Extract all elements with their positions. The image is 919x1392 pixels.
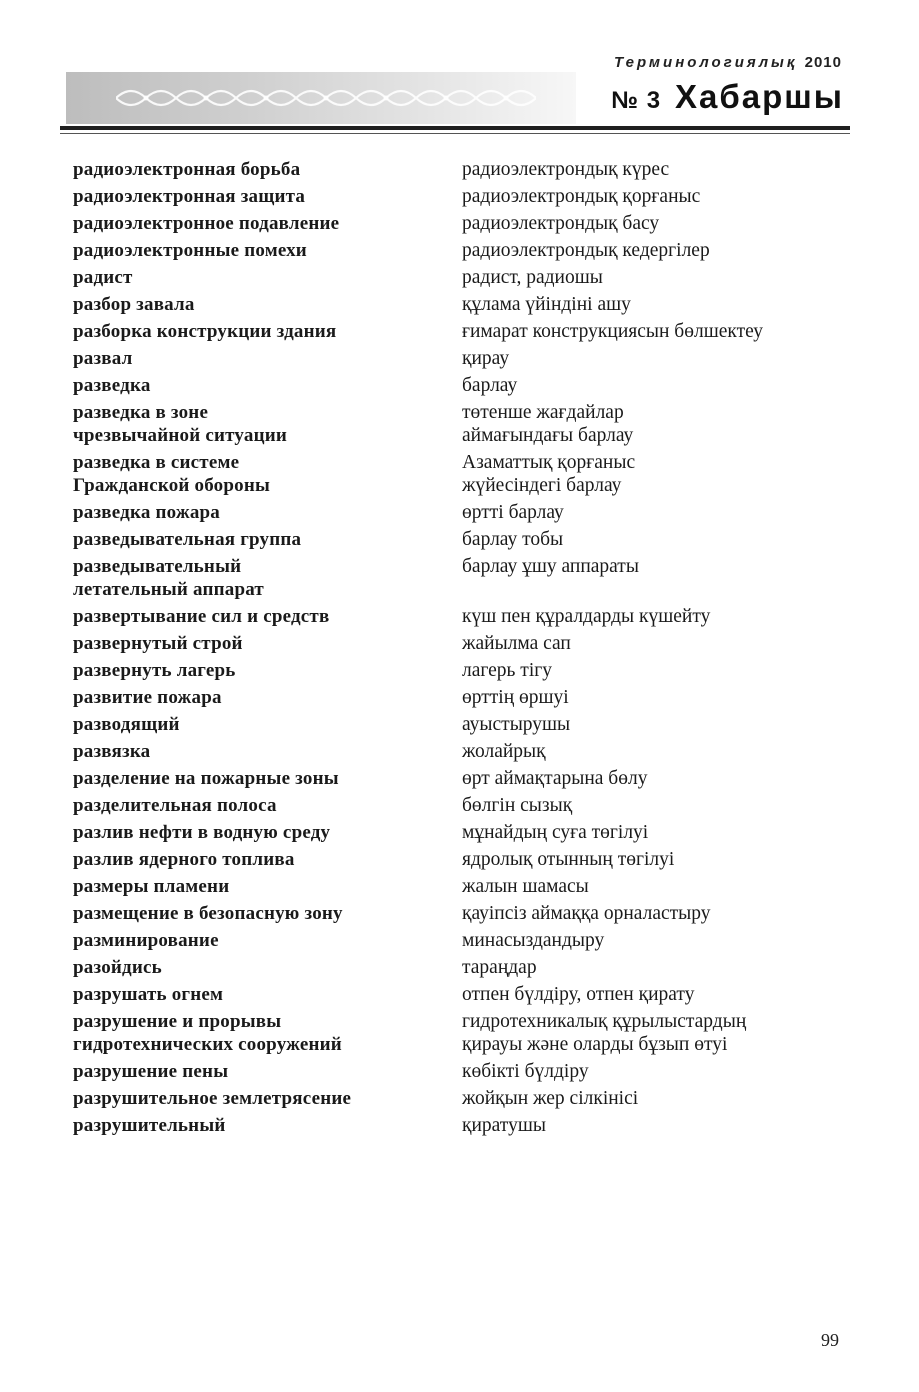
kazakh-term-line: барлау тобы: [462, 529, 564, 550]
russian-term-line: гидротехнических сооружений: [73, 1034, 342, 1055]
kazakh-term: [462, 266, 853, 289]
glossary-entry: [73, 1010, 853, 1056]
glossary-entry: [73, 740, 853, 763]
kazakh-term-line: отпен бүлдіру, отпен қирату: [462, 984, 695, 1005]
glossary-entry: [73, 401, 853, 447]
kazakh-term: [462, 983, 853, 1006]
glossary-entry: [73, 451, 853, 497]
kazakh-term-line: радиоэлектрондық қорғаныс: [462, 186, 701, 207]
kazakh-term: [462, 956, 853, 979]
russian-term-line: Гражданской обороны: [73, 475, 271, 496]
russian-term: [73, 212, 462, 235]
kazakh-term-line: ғимарат конструкциясын бөлшектеу: [462, 321, 764, 342]
glossary-entry: [73, 1087, 853, 1110]
kazakh-term: [462, 158, 853, 181]
russian-term: [73, 794, 462, 817]
kazakh-term: [462, 1060, 853, 1083]
russian-term-line: разбор завала: [73, 294, 195, 315]
kazakh-term-line: Азаматтық қорғаныс: [462, 452, 636, 473]
glossary-entry: [73, 632, 853, 655]
russian-term: [73, 875, 462, 898]
glossary-entry: [73, 848, 853, 871]
russian-term-line: развертывание сил и средств: [73, 606, 330, 627]
glossary-entry: [73, 875, 853, 898]
kazakh-term-line: аймағындағы барлау: [462, 425, 634, 446]
russian-term: [73, 686, 462, 709]
glossary-entry: [73, 374, 853, 397]
kazakh-term: [462, 686, 853, 709]
russian-term-line: разойдись: [73, 957, 162, 978]
kazakh-term: [462, 555, 853, 578]
kazakh-term: [462, 374, 853, 397]
journal-title: Терминологиялық: [614, 54, 798, 71]
russian-term-line: чрезвычайной ситуации: [73, 425, 288, 446]
russian-term: [73, 983, 462, 1006]
russian-term: [73, 185, 462, 208]
glossary-entry: [73, 794, 853, 817]
glossary-entry: [73, 212, 853, 235]
kazakh-term-line: жайылма сап: [462, 633, 571, 654]
kazakh-term: [462, 902, 853, 925]
russian-term-line: разделительная полоса: [73, 795, 277, 816]
russian-term-line: развал: [73, 348, 133, 369]
russian-term: [73, 902, 462, 925]
glossary-entry: [73, 605, 853, 628]
russian-term: [73, 451, 462, 497]
russian-term-line: разборка конструкции здания: [73, 321, 337, 342]
kazakh-term-line: қирауы және оларды бұзып өтуі: [462, 1034, 728, 1055]
glossary-entry: [73, 239, 853, 262]
russian-term-line: радиоэлектронная защита: [73, 186, 306, 207]
russian-term-line: разрушать огнем: [73, 984, 224, 1005]
russian-term: [73, 320, 462, 343]
kazakh-term-line: жойқын жер сілкінісі: [462, 1088, 639, 1109]
russian-term: [73, 767, 462, 790]
russian-term-line: развитие пожара: [73, 687, 222, 708]
glossary-entry: [73, 293, 853, 316]
glossary-entry: [73, 347, 853, 370]
kazakh-term-line: өрттің өршуі: [462, 687, 569, 708]
russian-term-line: разводящий: [73, 714, 180, 735]
kazakh-term: [462, 632, 853, 655]
kazakh-term-line: минасыздандыру: [462, 930, 605, 951]
glossary-entry: [73, 185, 853, 208]
kazakh-term: [462, 713, 853, 736]
kazakh-term-line: лагерь тігу: [462, 660, 552, 681]
russian-term: [73, 956, 462, 979]
russian-term-line: размеры пламени: [73, 876, 230, 897]
kazakh-term-line: барлау ұшу аппараты: [462, 556, 639, 577]
glossary-entry: [73, 713, 853, 736]
russian-term: [73, 374, 462, 397]
glossary-entry: [73, 158, 853, 181]
russian-term-line: развернуть лагерь: [73, 660, 236, 681]
russian-term-line: разрушение и прорывы: [73, 1011, 282, 1032]
kazakh-term: [462, 212, 853, 235]
glossary-entry: [73, 501, 853, 524]
russian-term-line: разлив нефти в водную среду: [73, 822, 331, 843]
kazakh-term-line: мұнайдың суға төгілуі: [462, 822, 649, 843]
russian-term-line: разрушительное землетрясение: [73, 1088, 352, 1109]
russian-term-line: развязка: [73, 741, 151, 762]
russian-term: [73, 501, 462, 524]
kazakh-term-line: радиоэлектрондық басу: [462, 213, 660, 234]
kazakh-term: [462, 929, 853, 952]
glossary-entry: [73, 767, 853, 790]
kazakh-term-line: ядролық отынның төгілуі: [462, 849, 675, 870]
russian-term-line: радиоэлектронные помехи: [73, 240, 307, 261]
kazakh-term-line: ауыстырушы: [462, 714, 571, 735]
kazakh-term: [462, 528, 853, 551]
kazakh-term: [462, 185, 853, 208]
russian-term: [73, 1060, 462, 1083]
glossary-entry: [73, 1114, 853, 1137]
kazakh-term-line: қирау: [462, 348, 510, 369]
kazakh-term: [462, 659, 853, 682]
kazakh-term-line: бөлгін сызық: [462, 795, 573, 816]
russian-term: [73, 528, 462, 551]
kazakh-term-line: жалын шамасы: [462, 876, 589, 897]
glossary-entry: [73, 929, 853, 952]
glossary-entry: [73, 821, 853, 844]
page-header: [60, 50, 850, 140]
glossary-entry: [73, 320, 853, 343]
kazakh-term: [462, 875, 853, 898]
kazakh-term: [462, 821, 853, 844]
glossary-entry: [73, 902, 853, 925]
herald-title: Хабаршы: [675, 78, 844, 115]
russian-term-line: разведка пожара: [73, 502, 220, 523]
kazakh-term: [462, 1010, 853, 1056]
kazakh-term-line: құлама үйіндіні ашу: [462, 294, 631, 315]
russian-term-line: разведывательная группа: [73, 529, 302, 550]
russian-term-line: разведка в системе: [73, 452, 240, 473]
russian-term-line: летательный аппарат: [73, 579, 264, 600]
russian-term-line: размещение в безопасную зону: [73, 903, 343, 924]
russian-term-line: разрушительный: [73, 1115, 226, 1136]
glossary-entry: [73, 956, 853, 979]
russian-term: [73, 158, 462, 181]
glossary-list: [73, 158, 853, 1141]
russian-term: [73, 848, 462, 871]
kazakh-term-line: радист, радиошы: [462, 267, 603, 288]
russian-term-line: разрушение пены: [73, 1061, 229, 1082]
glossary-entry: [73, 266, 853, 289]
kazakh-term: [462, 293, 853, 316]
header-rule-thin: [60, 133, 850, 134]
kazakh-term-line: төтенше жағдайлар: [462, 402, 624, 423]
kazakh-term: [462, 740, 853, 763]
russian-term: [73, 266, 462, 289]
kazakh-term-line: қиратушы: [462, 1115, 546, 1136]
kazakh-term: [462, 239, 853, 262]
russian-term-line: разведка: [73, 375, 151, 396]
kazakh-term: [462, 501, 853, 524]
russian-term: [73, 1010, 462, 1056]
header-rule-thick: [60, 126, 850, 130]
kazakh-term: [462, 1114, 853, 1137]
russian-term: [73, 929, 462, 952]
issue-number: № 3: [611, 87, 662, 114]
kazakh-term-line: жүйесіндегі барлау: [462, 475, 622, 496]
kazakh-term: [462, 320, 853, 343]
kazakh-term: [462, 848, 853, 871]
russian-term-line: радист: [73, 267, 133, 288]
kazakh-term-line: өртті барлау: [462, 502, 564, 523]
kazakh-term-line: жолайрық: [462, 741, 546, 762]
russian-term-line: разведывательный: [73, 556, 242, 577]
russian-term: [73, 632, 462, 655]
kazakh-term-line: күш пен құралдарды күшейту: [462, 606, 711, 627]
russian-term: [73, 1114, 462, 1137]
glossary-entry: [73, 983, 853, 1006]
kazakh-term: [462, 767, 853, 790]
journal-year: 2010: [804, 54, 842, 71]
russian-term-line: разминирование: [73, 930, 219, 951]
kazakh-term: [462, 1087, 853, 1110]
russian-term: [73, 1087, 462, 1110]
kazakh-term: [462, 347, 853, 370]
russian-term-line: радиоэлектронное подавление: [73, 213, 340, 234]
kazakh-term-line: радиоэлектрондық кедергілер: [462, 240, 710, 261]
russian-term: [73, 659, 462, 682]
russian-term-line: разведка в зоне: [73, 402, 209, 423]
kazakh-term-line: көбікті бүлдіру: [462, 1061, 589, 1082]
header-banner: [66, 72, 576, 124]
kazakh-term: [462, 401, 853, 447]
kazakh-term: [462, 794, 853, 817]
kazakh-term-line: барлау: [462, 375, 518, 396]
russian-term: [73, 821, 462, 844]
russian-term: [73, 605, 462, 628]
russian-term: [73, 239, 462, 262]
ornament-icon: [116, 82, 536, 114]
glossary-entry: [73, 555, 853, 601]
kazakh-term-line: қауіпсіз аймаққа орналастыру: [462, 903, 711, 924]
kazakh-term-line: тараңдар: [462, 957, 537, 978]
russian-term-line: разлив ядерного топлива: [73, 849, 295, 870]
russian-term: [73, 740, 462, 763]
russian-term: [73, 293, 462, 316]
russian-term-line: разделение на пожарные зоны: [73, 768, 339, 789]
glossary-entry: [73, 1060, 853, 1083]
glossary-entry: [73, 528, 853, 551]
kazakh-term: [462, 605, 853, 628]
kazakh-term-line: гидротехникалық құрылыстардың: [462, 1011, 747, 1032]
kazakh-term-line: радиоэлектрондық күрес: [462, 159, 670, 180]
russian-term: [73, 401, 462, 447]
russian-term: [73, 713, 462, 736]
glossary-entry: [73, 659, 853, 682]
issue-line: [611, 78, 844, 116]
russian-term-line: развернутый строй: [73, 633, 243, 654]
russian-term-line: радиоэлектронная борьба: [73, 159, 301, 180]
russian-term: [73, 347, 462, 370]
kazakh-term: [462, 451, 853, 497]
journal-name: [614, 54, 842, 71]
kazakh-term-line: өрт аймақтарына бөлу: [462, 768, 648, 789]
page-number: 99: [821, 1330, 839, 1350]
russian-term: [73, 555, 462, 601]
glossary-entry: [73, 686, 853, 709]
